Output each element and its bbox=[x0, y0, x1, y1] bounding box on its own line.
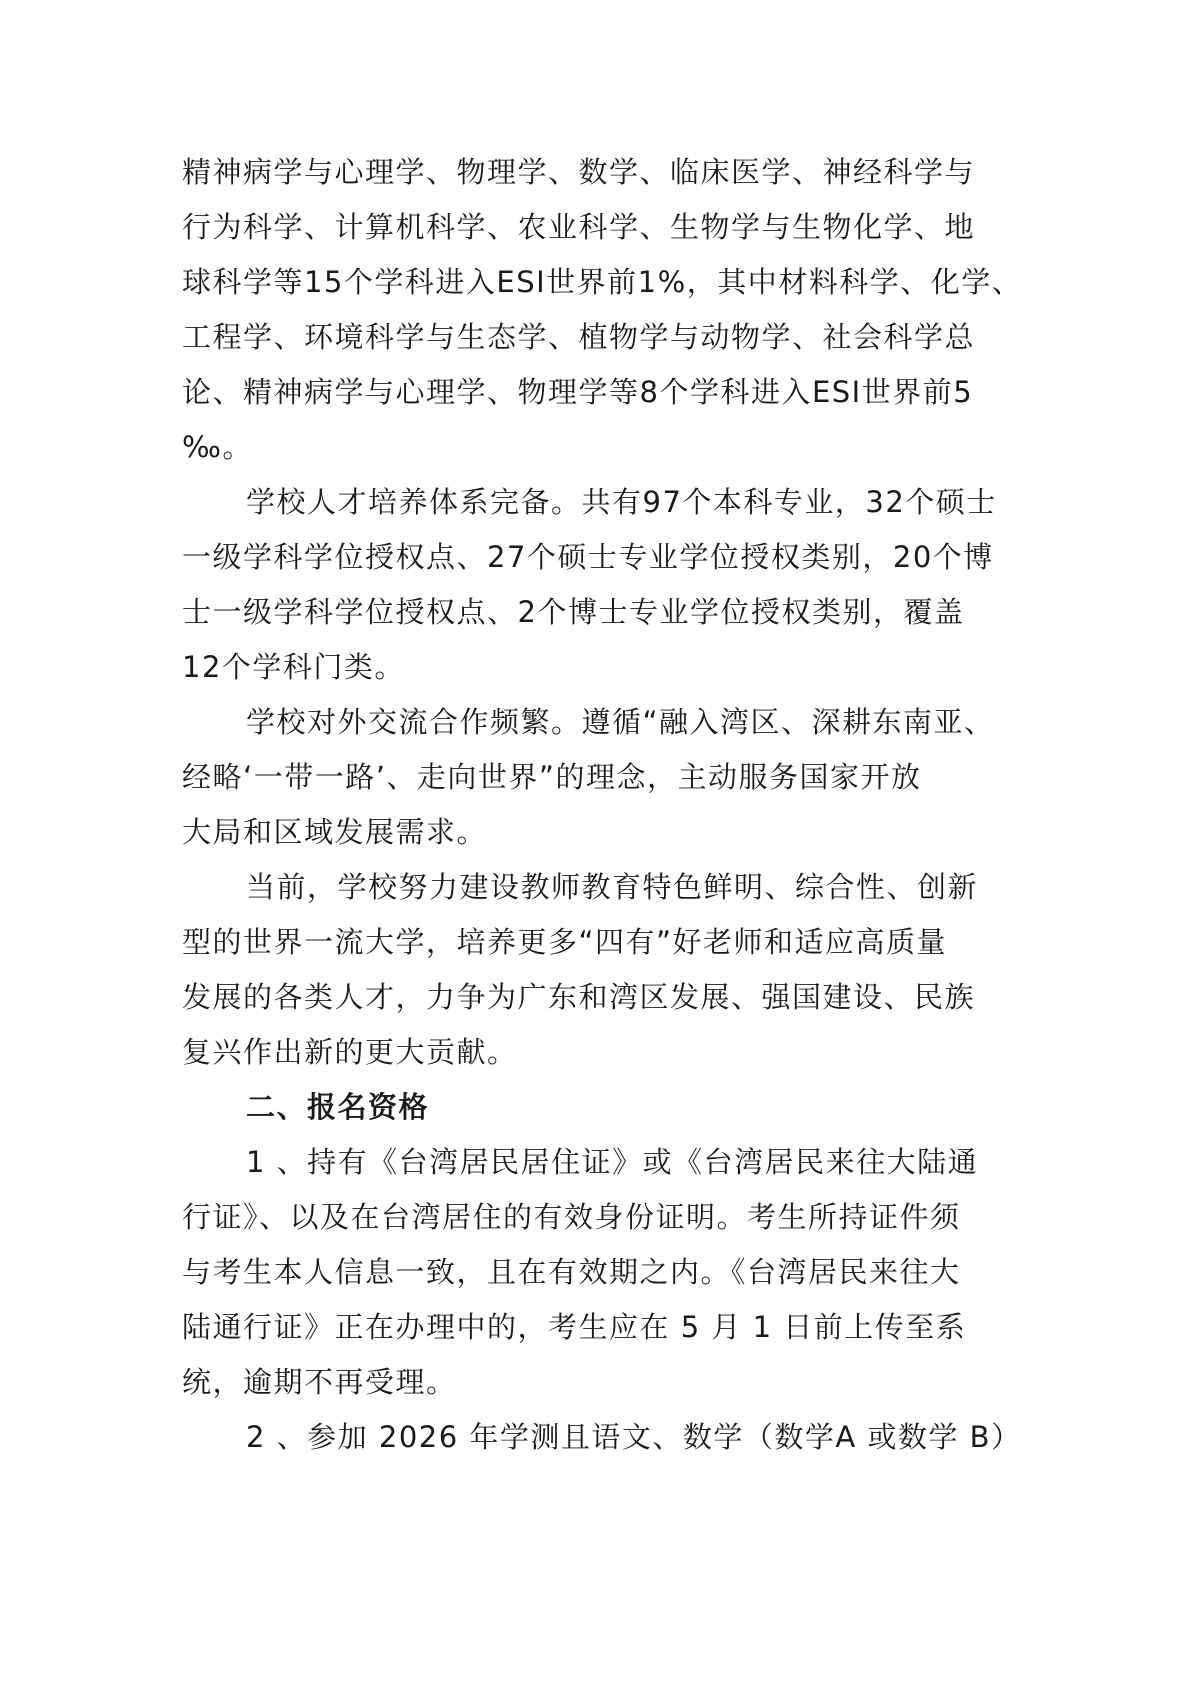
paragraph-line: 球科学等15个学科进入ESI世界前1%，其中材料科学、化学、 bbox=[182, 265, 1023, 299]
paragraph-line: 士一级学科学位授权点、2个博士专业学位授权类别，覆盖 bbox=[182, 595, 965, 629]
paragraph-line: 经略‘一带一路’、走向世界”的理念，主动服务国家开放 bbox=[182, 760, 922, 794]
paragraph-line: 当前，学校努力建设教师教育特色鲜明、综合性、创新 bbox=[246, 870, 979, 904]
paragraph-line: 一级学科学位授权点、27个硕士专业学位授权类别，20个博 bbox=[182, 540, 994, 574]
paragraph-line: 与考生本人信息一致，且在有效期之内。《台湾居民来往大 bbox=[182, 1255, 961, 1289]
paragraph-line: ‰。 bbox=[182, 430, 253, 464]
paragraph-line: 大局和区域发展需求。 bbox=[182, 815, 488, 849]
paragraph-line: 行为科学、计算机科学、农业科学、生物学与生物化学、地 bbox=[182, 210, 976, 244]
paragraph-line: 12个学科门类。 bbox=[182, 650, 405, 684]
paragraph-line: 行证》、以及在台湾居住的有效身份证明。考生所持证件须 bbox=[182, 1200, 961, 1234]
paragraph-line: 发展的各类人才，力争为广东和湾区发展、强国建设、民族 bbox=[182, 980, 976, 1014]
paragraph-line: 学校对外交流合作频繁。遵循“融入湾区、深耕东南亚、 bbox=[246, 705, 995, 739]
paragraph-line: 学校人才培养体系完备。共有97个本科专业，32个硕士 bbox=[246, 485, 997, 519]
paragraph-line: 精神病学与心理学、物理学、数学、临床医学、神经科学与 bbox=[182, 155, 976, 189]
paragraph-line: 2 、参加 2026 年学测且语文、数学（数学A 或数学 B） bbox=[246, 1420, 1022, 1454]
paragraph-line: 型的世界一流大学，培养更多“四有”好老师和适应高质量 bbox=[182, 925, 948, 959]
paragraph-line: 工程学、环境科学与生态学、植物学与动物学、社会科学总 bbox=[182, 320, 976, 354]
paragraph-line: 1 、持有《台湾居民居住证》或《台湾居民来往大陆通 bbox=[246, 1145, 979, 1179]
section-heading: 二、报名资格 bbox=[246, 1090, 430, 1124]
paragraph-line: 陆通行证》正在办理中的，考生应在 5 月 1 日前上传至系 bbox=[182, 1310, 967, 1344]
paragraph-line: 统，逾期不再受理。 bbox=[182, 1365, 457, 1399]
paragraph-line: 论、精神病学与心理学、物理学等8个学科进入ESI世界前5 bbox=[182, 375, 974, 409]
paragraph-line: 复兴作出新的更大贡献。 bbox=[182, 1035, 518, 1069]
